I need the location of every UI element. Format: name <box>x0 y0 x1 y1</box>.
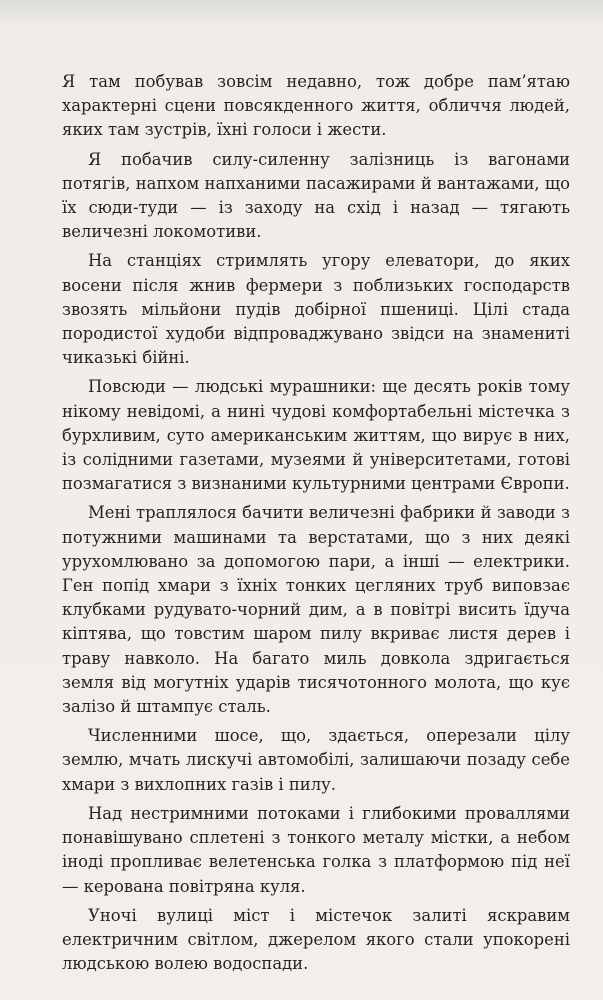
paragraph-2: Я побачив силу-силенну залізниць із вагонами потягів, напхом напханими пасажирами й вантажами, що їх сюди-туди — із заходу на схід і назад — тягають величезні локомотиви. <box>62 149 570 242</box>
paragraph-6: Численними шосе, що, здається, оперезали цілу землю, мчать лискучі автомобілі, залишаючи позаду себе хмари з вихлопних газів і пилу. <box>62 726 570 794</box>
paragraph-4: Повсюди — людські мурашники: ще десять років тому нікому невідомі, а нині чудові комфортабельні містечка з бурхливим, суто американським життям, що вирує в них, із солідними газетами, музеями й університетами, готові позмагатися з визнаними культурними центрами Європи. <box>62 377 570 494</box>
paragraph-3: На станціях стримлять угору елеватори, до яких восени після жнив фермери з поблизьких господарств звозять мільйони пудів добірної пшениці. Цілі стада породистої худоби відпроваджувано звідси на знамениті чиказькі бійні. <box>62 251 570 368</box>
paragraph-1: Я там побував зовсім недавно, тож добре пам’ятаю характерні сцени повсякденного життя, обличчя людей, яких там зустрів, їхні голоси і жести. <box>62 72 570 140</box>
paragraph-5: Мені траплялося бачити величезні фабрики й заводи з потужними машинами та верстатами, що з них деякі урухомлювано за допомогою пари, а інші — електрики. Ген попід хмари з їхніх тонких цегляних труб виповзає клубками рудувато-чорний дим, а в повітрі висить їдуча кіптява, що товстим шаром пилу вкриває листя дерев і траву навколо. На багато миль довкола здригається земля від могутніх ударів тисячотонного молота, що кує залізо й штампує сталь. <box>62 503 570 717</box>
body-text <box>62 70 570 981</box>
paragraph-8: Уночі вулиці міст і містечок залиті яскравим електричним світлом, джерелом якого стали упокорені людською волею водоспади. <box>62 905 570 974</box>
previous-page-bleed <box>0 0 603 22</box>
paragraph-7: Над нестримними потоками і глибокими проваллями понавішувано сплетені з тонкого металу містки, а небом іноді пропливає велетенська голка з платформою під неї — керована повітряна куля. <box>62 803 570 896</box>
